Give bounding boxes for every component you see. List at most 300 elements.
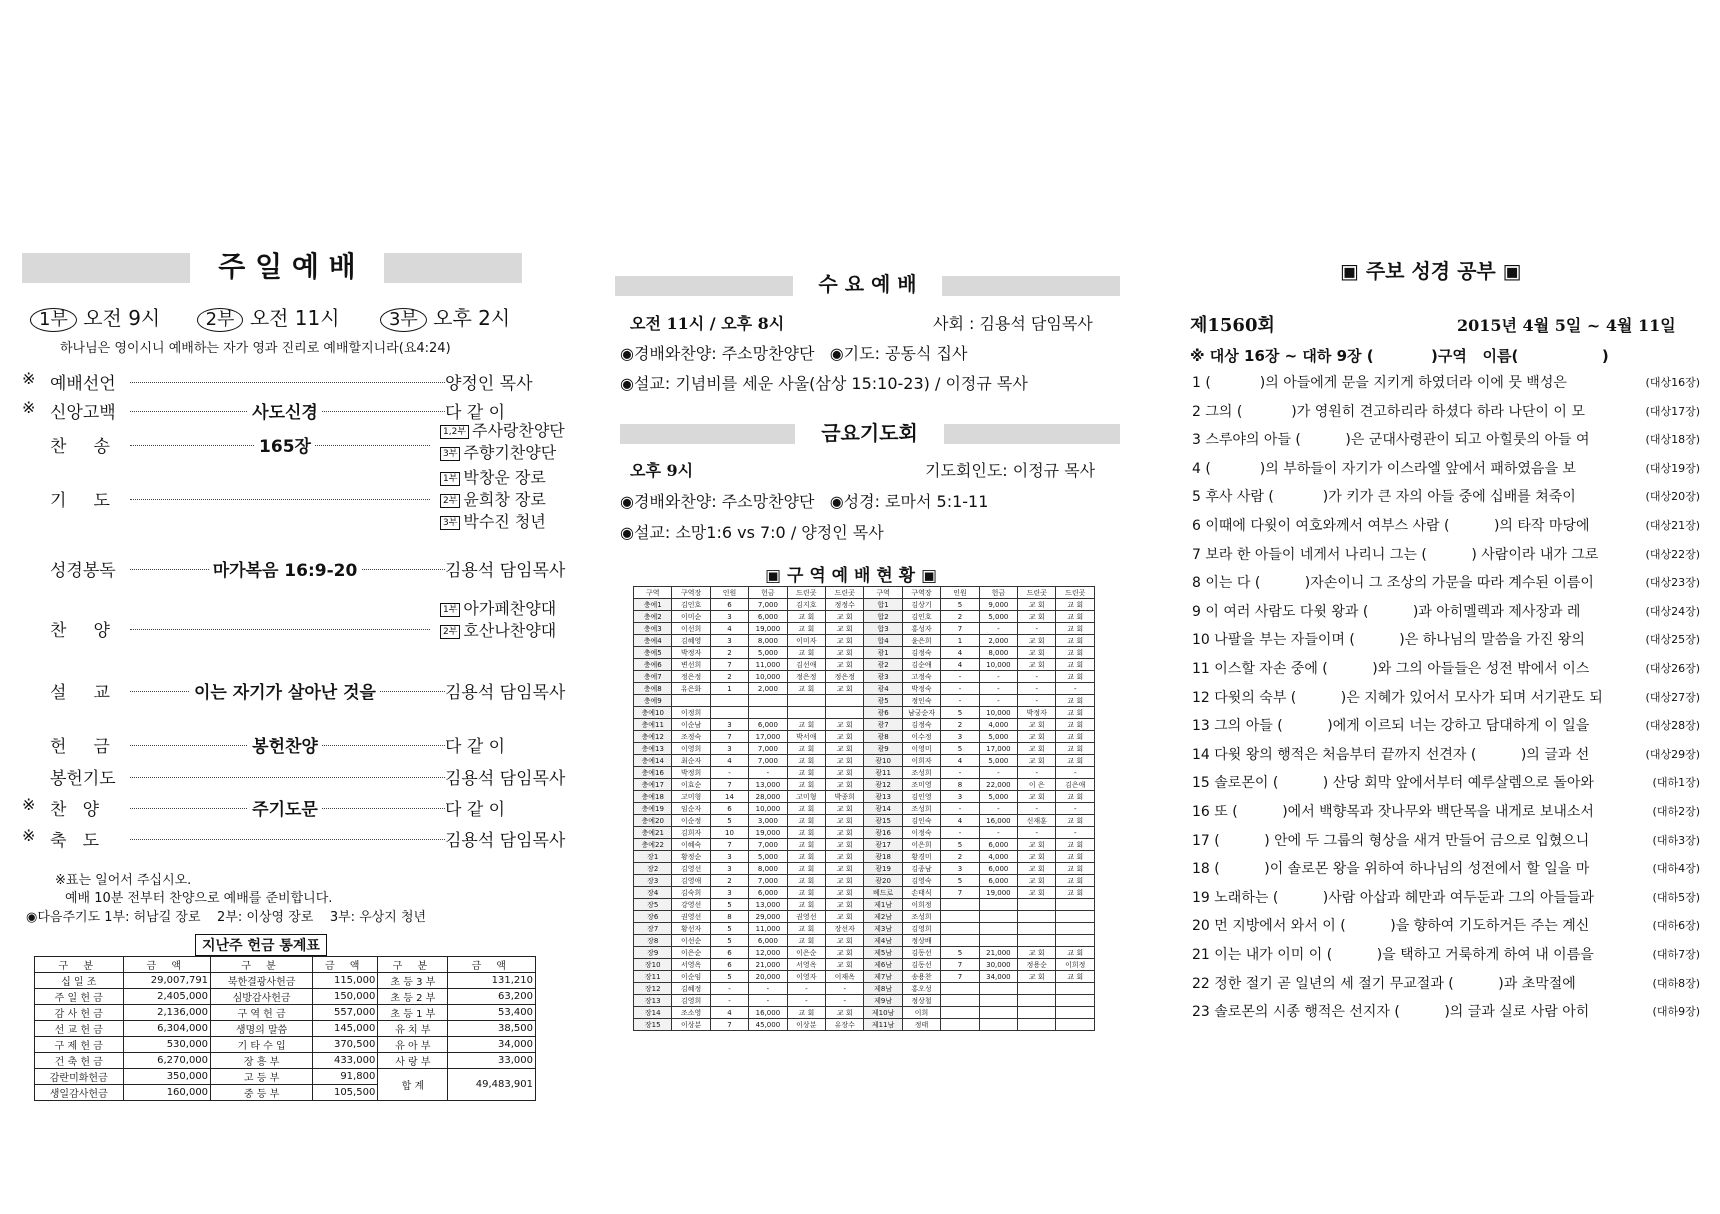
district-cell: 17,000 — [979, 743, 1017, 755]
praise-tag: 1부 — [440, 603, 460, 617]
question-text: ( )의 부하들이 자기가 이스라엘 앞에서 패하였음을 보 — [1200, 460, 1576, 477]
study-question — [1192, 830, 1700, 852]
district-cell: 7 — [941, 971, 979, 983]
friday-title: 금요기도회 — [795, 418, 944, 448]
question-text: ( )의 아들에게 문을 지키게 하였더라 이에 뭇 백성은 — [1200, 375, 1567, 391]
prayer-people — [440, 467, 546, 533]
standing-mark: ※ — [22, 795, 36, 814]
offering-amount: 6,270,000 — [123, 1053, 211, 1069]
table-row — [634, 695, 1095, 707]
district-cell: 교 회 — [1018, 659, 1056, 671]
worship-item-label: 예배선언 — [50, 374, 116, 394]
district-cell: 광5 — [864, 695, 902, 707]
district-cell: 19,000 — [749, 827, 787, 839]
district-cell: 권영선 — [787, 911, 825, 923]
district-cell — [1018, 1007, 1056, 1019]
district-cell: 교 회 — [826, 719, 864, 731]
district-cell: 1 — [710, 683, 748, 695]
district-cell: 조성희 — [902, 767, 940, 779]
district-cell: - — [941, 803, 979, 815]
question-text: 다윗의 숙부 ( )은 지혜가 있어서 모사가 되며 서기관도 되 — [1209, 689, 1603, 706]
district-cell: 6 — [710, 959, 748, 971]
district-cell: 3 — [710, 887, 748, 899]
question-number: 17 — [1192, 832, 1210, 849]
district-cell — [979, 1007, 1017, 1019]
table-row — [634, 935, 1095, 947]
study-question — [1192, 801, 1700, 823]
worship-item-leader: 다 같 이 — [445, 403, 506, 423]
question-chapter: (대상25장) — [1643, 631, 1700, 647]
wednesday-title: 수 요 예 배 — [793, 268, 942, 300]
district-cell — [826, 707, 864, 719]
worship-item-label: 기 도 — [50, 491, 110, 511]
praise-name: 아가페찬양대 — [463, 599, 557, 618]
fri-info: ◉경배와찬양: 주소망찬양단 ◉성경: 로마서 5:1-11 — [620, 492, 989, 511]
district-cell: 4 — [941, 755, 979, 767]
table-row — [634, 731, 1095, 743]
offering-category: 초 등 2 부 — [378, 989, 448, 1005]
district-cell: 교 회 — [1056, 647, 1095, 659]
district-cell: 충예4 — [634, 635, 672, 647]
district-cell: 19,000 — [979, 887, 1017, 899]
study-question — [1192, 372, 1700, 394]
offering-table — [34, 956, 536, 1101]
district-cell: 교 회 — [787, 755, 825, 767]
study-question — [1192, 858, 1700, 880]
district-cell: 이순남 — [672, 719, 710, 731]
question-number: 21 — [1192, 947, 1210, 963]
district-cell: 손태식 — [902, 887, 940, 899]
district-cell: 정정수 — [826, 599, 864, 611]
leader-dots — [130, 382, 445, 383]
district-cell: 교 회 — [787, 719, 825, 731]
question-chapter: (대상20장) — [1643, 488, 1700, 504]
district-cell: 이정희 — [672, 707, 710, 719]
district-cell: 2,000 — [979, 635, 1017, 647]
district-cell: 제7남 — [864, 971, 902, 983]
district-cell: 5,000 — [979, 731, 1017, 743]
question-number: 14 — [1192, 746, 1210, 763]
district-cell: 교 회 — [1018, 887, 1056, 899]
table-row — [35, 1021, 536, 1037]
district-cell: 정상철 — [902, 995, 940, 1007]
offering-category: 선 교 헌 금 — [35, 1021, 124, 1037]
district-cell: - — [1018, 623, 1056, 635]
district-cell: 최순자 — [672, 755, 710, 767]
district-cell: - — [787, 983, 825, 995]
district-cell: 29,000 — [749, 911, 787, 923]
district-cell: - — [749, 995, 787, 1007]
district-cell: 7 — [710, 731, 748, 743]
district-cell: 정용순 — [1018, 959, 1056, 971]
study-question — [1192, 772, 1700, 794]
district-cell: 3 — [941, 731, 979, 743]
prayer-name: 윤희창 장로 — [463, 490, 546, 509]
question-number: 23 — [1192, 1004, 1210, 1021]
table-row — [634, 599, 1095, 611]
district-cell: 장14 — [634, 1007, 672, 1019]
wed-info: ◉경배와찬양: 주소망찬양단 ◉기도: 공동식 집사 — [620, 344, 968, 363]
offering-category: 기 타 수 입 — [211, 1037, 313, 1053]
question-chapter: (대상16장) — [1643, 374, 1700, 390]
district-cell: 이 은 — [1018, 779, 1056, 791]
district-cell: 김정숙 — [902, 719, 940, 731]
district-cell: 정은정 — [826, 671, 864, 683]
district-cell: 6 — [710, 599, 748, 611]
district-cell: 4,000 — [979, 851, 1017, 863]
district-cell: 교 회 — [826, 659, 864, 671]
district-cell: 교 회 — [826, 623, 864, 635]
offering-category: 북한결광사헌금 — [211, 973, 313, 989]
standing-mark: ※ — [22, 826, 36, 845]
district-cell: 5 — [710, 971, 748, 983]
district-cell: 5,000 — [979, 791, 1017, 803]
study-question — [1192, 715, 1700, 737]
district-cell: 2 — [710, 647, 748, 659]
district-cell: 합3 — [864, 623, 902, 635]
study-question — [1192, 515, 1700, 537]
district-cell: 충예11 — [634, 719, 672, 731]
district-cell: 박정숙 — [902, 683, 940, 695]
offering-amount: 38,500 — [448, 1021, 536, 1037]
offering-amount: 350,000 — [123, 1069, 211, 1085]
offering-category: 장 흥 부 — [211, 1053, 313, 1069]
district-cell: 3 — [710, 635, 748, 647]
district-cell: 3 — [941, 863, 979, 875]
district-cell: 충예19 — [634, 803, 672, 815]
offering-category: 주 일 헌 금 — [35, 989, 124, 1005]
district-cell — [941, 1007, 979, 1019]
table-row — [634, 839, 1095, 851]
note-standing: ※표는 일어서 주십시오. — [55, 873, 192, 888]
question-number: 7 — [1192, 546, 1201, 563]
question-chapter: (대상18장) — [1643, 431, 1700, 447]
table-row — [634, 635, 1095, 647]
question-number: 22 — [1192, 975, 1210, 992]
worship-item — [20, 764, 565, 788]
district-cell: 45,000 — [749, 1019, 787, 1031]
table-row — [634, 887, 1095, 899]
study-question — [1192, 744, 1700, 766]
leader-dots — [130, 499, 430, 500]
offering-amount: 2,136,000 — [123, 1005, 211, 1021]
district-cell — [941, 935, 979, 947]
district-cell: 교 회 — [787, 779, 825, 791]
offering-amount: 150,000 — [313, 989, 378, 1005]
district-cell: 장1 — [634, 851, 672, 863]
study-date: 2015년 4월 5일 ~ 4월 11일 — [1457, 316, 1676, 335]
question-number: 15 — [1192, 775, 1210, 792]
district-cell: 5 — [710, 935, 748, 947]
district-cell: - — [941, 695, 979, 707]
district-cell: 교 회 — [1056, 815, 1095, 827]
standing-mark: ※ — [22, 398, 36, 417]
district-cell: - — [941, 767, 979, 779]
table-row — [634, 863, 1095, 875]
question-chapter: (대하2장) — [1650, 803, 1700, 819]
study-question — [1192, 973, 1700, 995]
district-cell: 광12 — [864, 779, 902, 791]
district-cell: 서영옥 — [787, 959, 825, 971]
district-cell — [1018, 911, 1056, 923]
district-cell: 교 회 — [1056, 947, 1095, 959]
question-text: 이는 내가 이미 이 ( )을 택하고 거룩하게 하여 내 이름을 — [1209, 947, 1594, 963]
table-row — [634, 659, 1095, 671]
note-prepare: 예배 10분 전부터 찬양으로 예배를 준비합니다. — [65, 891, 333, 906]
worship-item-content: 마가복음 16:9-20 — [130, 556, 440, 581]
offering-category: 유 치 부 — [378, 1021, 448, 1037]
question-text: 먼 지방에서 와서 이 ( )을 향하여 기도하거든 주는 계신 — [1209, 918, 1590, 935]
question-text: 이는 다 ( )자손이니 그 조상의 가문을 따라 계수된 이름이 — [1200, 575, 1594, 592]
district-cell: 7,000 — [749, 755, 787, 767]
district-cell: 장8 — [634, 935, 672, 947]
district-cell — [941, 911, 979, 923]
table-row — [634, 911, 1095, 923]
district-cell: 유장수 — [826, 1019, 864, 1031]
table-row — [634, 743, 1095, 755]
table-row — [634, 827, 1095, 839]
district-cell: 7,000 — [749, 599, 787, 611]
district-cell: 이순임 — [672, 971, 710, 983]
offering-title: 지난주 헌금 통계표 — [195, 934, 327, 956]
leader-dots — [130, 777, 445, 778]
worship-item-leader: 김용석 담임목사 — [445, 831, 566, 851]
study-question — [1192, 629, 1700, 651]
district-cell: 김인호 — [902, 611, 940, 623]
question-number: 4 — [1192, 460, 1201, 477]
offering-header: 구 분 — [378, 957, 448, 973]
district-cell — [979, 995, 1017, 1007]
district-cell: 충예12 — [634, 731, 672, 743]
worship-item — [20, 826, 565, 850]
district-cell: 충예16 — [634, 767, 672, 779]
study-question — [1192, 944, 1700, 966]
worship-item — [20, 369, 565, 393]
district-cell: 7,000 — [749, 839, 787, 851]
district-header: 드린곳 — [1056, 587, 1095, 599]
study-question — [1192, 572, 1700, 594]
question-number: 18 — [1192, 861, 1210, 878]
question-text: 이때에 다윗이 여호와께서 여부스 사람 ( )의 타작 마당에 — [1200, 518, 1590, 534]
district-cell: 교 회 — [787, 1007, 825, 1019]
total-label: 합 계 — [378, 1069, 448, 1101]
district-cell: 21,000 — [979, 947, 1017, 959]
table-row — [634, 755, 1095, 767]
district-cell: 이희정 — [902, 899, 940, 911]
district-cell: 교 회 — [1018, 851, 1056, 863]
district-cell: 제1남 — [864, 899, 902, 911]
district-cell: 6,000 — [749, 935, 787, 947]
district-cell: 변선희 — [672, 659, 710, 671]
district-cell: - — [749, 767, 787, 779]
district-cell: 6,000 — [749, 611, 787, 623]
district-cell: 충예9 — [634, 695, 672, 707]
district-cell: 조정숙 — [672, 731, 710, 743]
district-cell — [979, 899, 1017, 911]
leader-dots — [130, 839, 445, 840]
district-cell: 3 — [710, 743, 748, 755]
question-chapter: (대하5장) — [1650, 889, 1700, 905]
district-cell: - — [1056, 803, 1095, 815]
district-cell: - — [1056, 767, 1095, 779]
district-cell: 교 회 — [826, 1007, 864, 1019]
district-cell: 장6 — [634, 911, 672, 923]
district-cell: 3 — [710, 719, 748, 731]
district-cell: 7,000 — [749, 743, 787, 755]
district-cell: 김동선 — [902, 959, 940, 971]
district-cell: 교 회 — [787, 767, 825, 779]
district-cell: 교 회 — [1018, 971, 1056, 983]
district-cell: 6,000 — [979, 839, 1017, 851]
table-row — [634, 707, 1095, 719]
district-cell: 합4 — [864, 635, 902, 647]
district-cell: 김혜영 — [672, 635, 710, 647]
district-header: 드린곳 — [787, 587, 825, 599]
study-question — [1192, 658, 1700, 680]
district-cell: 교 회 — [787, 839, 825, 851]
question-number: 8 — [1192, 575, 1201, 592]
district-cell: - — [1018, 671, 1056, 683]
district-cell — [979, 983, 1017, 995]
table-row — [634, 803, 1095, 815]
question-chapter: (대상27장) — [1643, 689, 1700, 705]
worship-item-label: 신앙고백 — [50, 403, 116, 423]
district-cell: 홍성자 — [902, 623, 940, 635]
question-text: 스루야의 아들 ( )은 군대사령관이 되고 아힐룻의 아들 여 — [1200, 432, 1590, 449]
district-cell: 김상기 — [902, 599, 940, 611]
district-cell: 신재훈 — [1018, 815, 1056, 827]
district-cell: 김은애 — [1056, 779, 1095, 791]
district-cell: 교 회 — [787, 935, 825, 947]
worship-item-leader: 김용석 담임목사 — [445, 769, 566, 789]
table-row — [634, 995, 1095, 1007]
worship-item-label: 봉헌기도 — [50, 769, 116, 789]
question-number: 1 — [1192, 375, 1201, 391]
sunday-title: 주 일 예 배 — [190, 248, 384, 286]
district-cell: 3 — [941, 791, 979, 803]
service-times — [30, 302, 510, 332]
district-cell: 28,000 — [749, 791, 787, 803]
offering-amount: 131,210 — [448, 973, 536, 989]
district-cell: 교 회 — [1018, 611, 1056, 623]
district-cell: 교 회 — [1018, 791, 1056, 803]
district-cell: - — [941, 827, 979, 839]
district-cell — [749, 707, 787, 719]
district-cell: 임순자 — [672, 803, 710, 815]
offering-category: 구 제 헌 금 — [35, 1037, 124, 1053]
district-cell: 교 회 — [787, 899, 825, 911]
offering-amount: 105,500 — [313, 1085, 378, 1101]
district-cell: 광18 — [864, 851, 902, 863]
district-cell: 5 — [710, 899, 748, 911]
table-row — [634, 1007, 1095, 1019]
district-cell: 제9남 — [864, 995, 902, 1007]
table-row — [634, 983, 1095, 995]
district-cell: 7 — [941, 959, 979, 971]
district-cell: 제5남 — [864, 947, 902, 959]
district-cell — [1056, 1019, 1095, 1031]
district-cell: 6,000 — [749, 887, 787, 899]
district-cell: 김영선 — [672, 863, 710, 875]
district-cell: 11,000 — [749, 923, 787, 935]
question-number: 2 — [1192, 403, 1201, 420]
question-text: 그의 ( )가 영원히 견고하리라 하셨다 하라 나단이 이 모 — [1200, 403, 1585, 420]
question-text: 나팔을 부는 자들이며 ( )은 하나님의 말씀을 가진 왕의 — [1209, 632, 1585, 649]
district-cell: 교 회 — [826, 767, 864, 779]
offering-category: 초 등 1 부 — [378, 1005, 448, 1021]
district-cell: 이선순 — [672, 935, 710, 947]
question-number: 16 — [1192, 804, 1210, 820]
district-cell: 교 회 — [826, 875, 864, 887]
district-cell: 장2 — [634, 863, 672, 875]
district-cell: 교 회 — [1018, 635, 1056, 647]
district-cell: 교 회 — [1018, 743, 1056, 755]
district-cell: 교 회 — [826, 959, 864, 971]
district-cell: 교 회 — [787, 815, 825, 827]
district-cell: 광11 — [864, 767, 902, 779]
table-row — [634, 647, 1095, 659]
district-cell: 21,000 — [749, 959, 787, 971]
question-chapter: (대상29장) — [1643, 746, 1700, 762]
district-cell: 13,000 — [749, 899, 787, 911]
district-cell: 교 회 — [1056, 671, 1095, 683]
district-cell: 김순애 — [902, 659, 940, 671]
study-question — [1192, 458, 1700, 480]
district-cell: 10,000 — [979, 707, 1017, 719]
part3-tag: 3부 — [380, 308, 427, 332]
district-cell: 고정숙 — [902, 671, 940, 683]
question-chapter: (대상21장) — [1643, 517, 1700, 533]
question-chapter: (대하4장) — [1650, 860, 1700, 876]
district-cell: 교 회 — [1056, 755, 1095, 767]
offering-category: 감 사 헌 금 — [35, 1005, 124, 1021]
worship-item-content: 주기도문 — [130, 795, 440, 820]
district-cell: 16,000 — [979, 815, 1017, 827]
district-cell: 이은희 — [902, 839, 940, 851]
table-row — [35, 1037, 536, 1053]
district-cell: 5,000 — [749, 851, 787, 863]
district-cell: 11,000 — [749, 659, 787, 671]
district-cell: 교 회 — [826, 635, 864, 647]
study-question — [1192, 486, 1700, 508]
study-question — [1192, 887, 1700, 909]
table-row — [634, 923, 1095, 935]
district-cell: 5 — [941, 743, 979, 755]
district-cell — [710, 707, 748, 719]
district-cell: 광2 — [864, 659, 902, 671]
worship-item-label: 성경봉독 — [50, 561, 116, 581]
district-cell: 교 회 — [1056, 875, 1095, 887]
question-chapter: (대하1장) — [1650, 774, 1700, 790]
question-chapter: (대상26장) — [1643, 660, 1700, 676]
offering-category: 생명의 말씀 — [211, 1021, 313, 1037]
hymn-group-tag: 1,2부 — [440, 425, 469, 439]
district-cell: 이순정 — [672, 815, 710, 827]
district-cell: 이선희 — [672, 623, 710, 635]
district-cell — [1056, 923, 1095, 935]
district-cell — [787, 707, 825, 719]
offering-category: 구 역 헌 금 — [211, 1005, 313, 1021]
table-row — [35, 1053, 536, 1069]
district-cell: 서영옥 — [672, 959, 710, 971]
district-cell: 5 — [941, 947, 979, 959]
district-cell — [1018, 923, 1056, 935]
district-cell: 김영숙 — [902, 875, 940, 887]
part2-time: 오전 11시 — [249, 306, 340, 330]
district-cell: 교 회 — [1018, 875, 1056, 887]
district-cell: 황선자 — [672, 923, 710, 935]
district-cell: 4 — [710, 623, 748, 635]
